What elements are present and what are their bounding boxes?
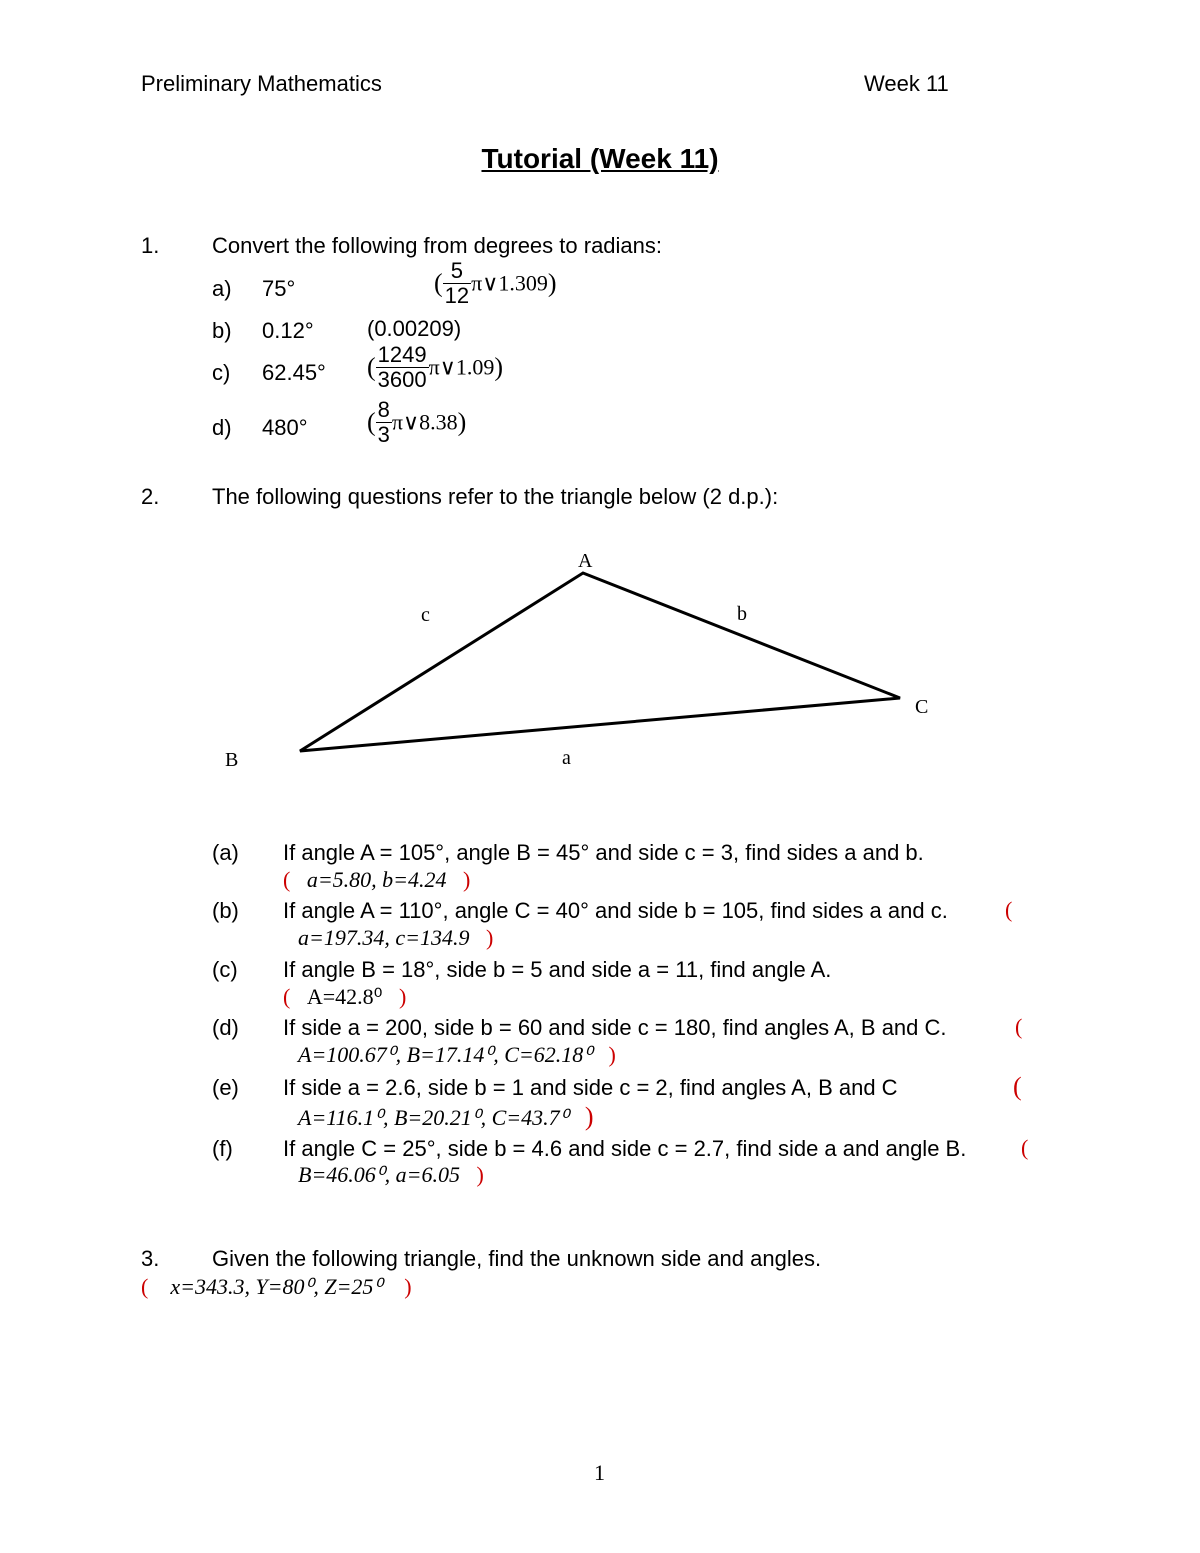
q2c-question: If angle B = 18°, side b = 5 and side a = 11, find angle A. xyxy=(283,957,832,982)
q1d-open: ( xyxy=(367,407,376,437)
header-course-title: Preliminary Mathematics xyxy=(141,71,382,96)
side-b-label: b xyxy=(737,603,747,625)
q2e-label: (e) xyxy=(212,1075,239,1100)
q3-text: Given the following triangle, find the unknown side and angles. xyxy=(212,1246,822,1271)
q2a-answer xyxy=(283,867,470,893)
q2-number: 2. xyxy=(141,484,160,509)
q2c-open: ( xyxy=(283,984,291,1009)
q2a-answer-text: a=5.80, b=4.24 xyxy=(306,867,447,892)
q1-number: 1. xyxy=(141,233,160,258)
q3-answer xyxy=(141,1274,412,1300)
q2a-question: If angle A = 105°, angle B = 45° and side c = 3, find sides a and b. xyxy=(283,840,924,865)
q1b-value: 0.12° xyxy=(262,318,314,343)
q2c-close: ) xyxy=(398,984,407,1009)
q1d-value: 480° xyxy=(262,415,308,440)
q1d-num: 8 xyxy=(377,397,390,422)
q1c-open: ( xyxy=(367,352,376,382)
q3-answer-text: x=343.3, Y=80⁰, Z=25⁰ xyxy=(170,1274,383,1299)
vertex-C-label: C xyxy=(915,696,929,718)
q2c-label: (c) xyxy=(212,957,238,982)
q1a-open: ( xyxy=(434,268,443,298)
q1c-num: 1249 xyxy=(377,342,427,367)
q3-number: 3. xyxy=(141,1246,160,1271)
q2c-answer-text: A=42.8⁰ xyxy=(306,984,383,1009)
q1c-tail: π∨1.09 xyxy=(428,354,495,380)
side-a-label: a xyxy=(562,747,571,769)
q2f-close: ) xyxy=(476,1162,484,1187)
q2d-close: ) xyxy=(608,1042,616,1067)
q2e-answer xyxy=(298,1102,594,1132)
q2f-answer-text: B=46.06⁰, a=6.05 xyxy=(298,1162,460,1187)
q3-close: ) xyxy=(404,1274,412,1299)
q1a-tail: π∨1.309 xyxy=(471,270,548,296)
q2d-question: If side a = 200, side b = 60 and side c = 180, find angles A, B and C. xyxy=(283,1015,947,1040)
q1c-value: 62.45° xyxy=(262,360,326,385)
side-c-label: c xyxy=(421,604,430,626)
q2d-answer xyxy=(298,1042,616,1068)
q2d-open: ( xyxy=(1015,1014,1023,1039)
q1d-den: 3 xyxy=(377,422,390,447)
page-title: Tutorial (Week 11) xyxy=(481,143,719,174)
q1-text: Convert the following from degrees to radians: xyxy=(212,233,663,258)
q2f-question: If angle C = 25°, side b = 4.6 and side c = 2.7, find side a and angle B. xyxy=(283,1136,967,1161)
q2b-open: ( xyxy=(1005,897,1013,922)
q1a-close: ) xyxy=(547,268,557,298)
q2b-answer xyxy=(298,925,493,951)
page-number: 1 xyxy=(594,1460,605,1485)
q2-text: The following questions refer to the triangle below (2 d.p.): xyxy=(212,484,779,509)
q2d-label: (d) xyxy=(212,1015,239,1040)
q2e-close: ) xyxy=(584,1102,594,1131)
q1d-tail: π∨8.38 xyxy=(391,409,458,435)
q2a-close: ) xyxy=(463,867,471,892)
q1c-close: ) xyxy=(494,352,504,382)
vertex-A-label: A xyxy=(578,550,593,572)
q2c-answer xyxy=(283,984,406,1010)
q2e-question: If side a = 2.6, side b = 1 and side c = 2, find angles A, B and C xyxy=(283,1075,898,1100)
q2d-answer-text: A=100.67⁰, B=17.14⁰, C=62.18⁰ xyxy=(298,1042,593,1067)
q1a-den: 12 xyxy=(444,283,470,308)
q1b-label: b) xyxy=(212,318,232,343)
q2e-open: ( xyxy=(1013,1072,1022,1101)
q2a-open: ( xyxy=(283,867,291,892)
q1d-label: d) xyxy=(212,415,232,440)
q2f-answer xyxy=(298,1162,484,1188)
q2f-label: (f) xyxy=(212,1136,233,1161)
q1a-num: 5 xyxy=(443,260,471,284)
q2b-answer-text: a=197.34, c=134.9 xyxy=(298,925,470,950)
q1d-close: ) xyxy=(457,407,467,437)
q2b-close: ) xyxy=(485,925,494,950)
triangle-shape xyxy=(300,573,900,751)
q1a-label: a) xyxy=(212,276,232,301)
q2b-question: If angle A = 110°, angle C = 40° and side b = 105, find sides a and c. xyxy=(283,898,948,923)
q2b-label: (b) xyxy=(212,898,239,923)
q1c-den: 3600 xyxy=(377,367,427,392)
header-week: Week 11 xyxy=(864,71,949,96)
q2a-label: (a) xyxy=(212,840,239,865)
q1a-value: 75° xyxy=(262,276,296,301)
q1b-answer: (0.00209) xyxy=(367,316,462,341)
q2e-answer-text: A=116.1⁰, B=20.21⁰, C=43.7⁰ xyxy=(298,1105,569,1130)
q3-open: ( xyxy=(141,1274,149,1299)
vertex-B-label: B xyxy=(225,749,239,771)
q2f-open: ( xyxy=(1021,1135,1029,1160)
q1c-label: c) xyxy=(212,360,231,385)
